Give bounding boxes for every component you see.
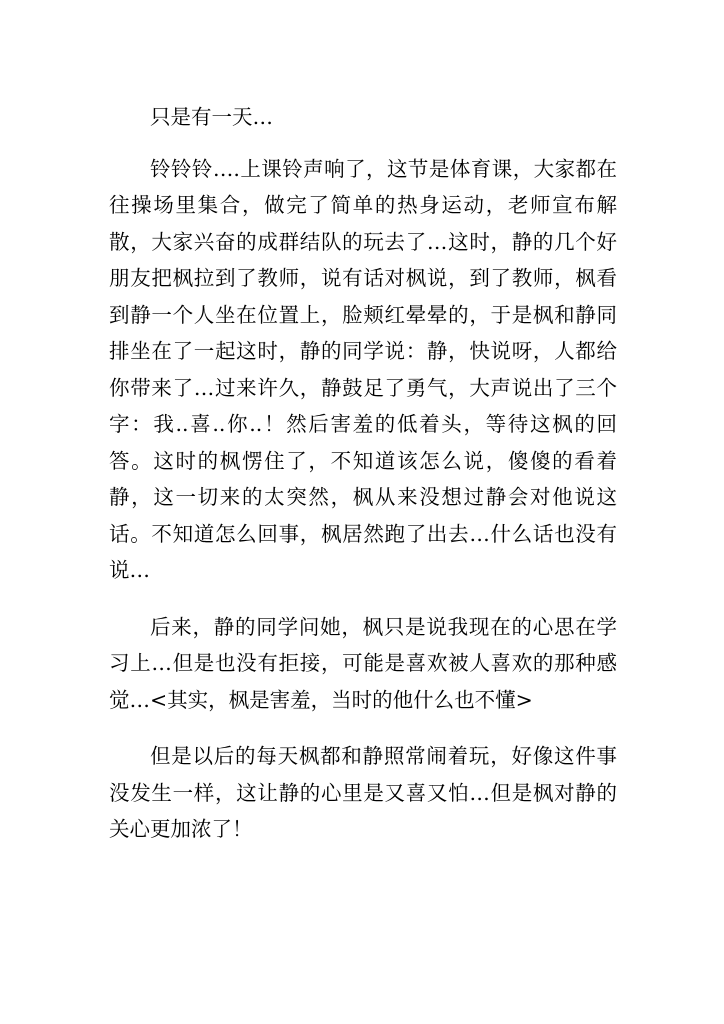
paragraph-4: 但是以后的每天枫都和静照常闹着玩，好像这件事没发生一样，这让静的心里是又喜又怕…但是枫对静的关心更加浓了！ — [109, 744, 617, 841]
paragraph-1: 只是有一天… — [150, 105, 273, 129]
paragraph-2: 铃铃铃….上课铃声响了，这节是体育课，大家都在往操场里集合，做完了简单的热身运动，老师宣布解散，大家兴奋的成群结队的玩去了…这时，静的几个好朋友把枫拉到了教师，说有话对枫说，到了教师，枫看到静一个人坐在位置上，脸颊红晕晕的，于是枫和静同排坐在了一起这时，静的同学说：静，快说呀，人都给你带来了…过来许久，静鼓足了勇气，大声说出了三个字：我..喜..你..！然后害羞的低着头，等待这枫的回答。这时的枫愣住了，不知道该怎么说，傻傻的看着静，这一切来的太突然，枫从来没想过静会对他说这话。不知道怎么回事，枫居然跑了出去…什么话也没有说… — [109, 156, 617, 582]
paragraph-3: 后来，静的同学问她，枫只是说我现在的心思在学习上…但是也没有拒接，可能是喜欢被人喜欢的那种感觉…<其实，枫是害羞，当时的他什么也不懂> — [109, 614, 617, 712]
document-body — [109, 99, 617, 868]
